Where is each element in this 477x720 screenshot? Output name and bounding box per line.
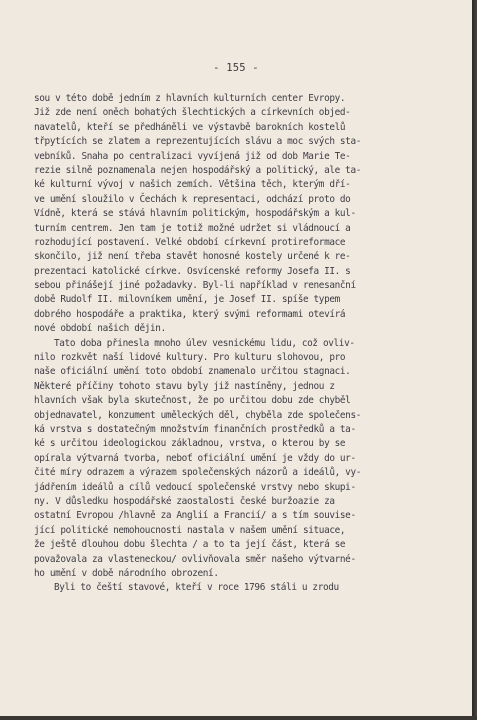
text-line: dobrého hospodáře a praktika, který svými reformami otevírá [34,308,346,320]
text-line: hlavních však byla skutečnost, že po určitou dobu zde chyběl [34,395,351,407]
text-line: ké s určitou ideologickou základnou, vrstva, o kterou by se [34,438,346,450]
text-line: čité míry odrazem a výrazem společenských názorů a ideálů, vy- [34,467,362,479]
text-line: navatelů, kteří se předháněli ve výstavbě barokních kostelů [34,121,346,133]
text-line: objednavatel, konzument uměleckých děl, chyběla zde společens- [34,409,362,421]
page-edge-shadow [472,0,477,720]
text-line: sou v této době jedním z hlavních kulturních center Evropy. [34,93,346,104]
text-line: Některé příčiny tohoto stavu byly již nastíněny, jednou z [34,380,335,392]
text-line: Byli to čeští stavové, kteří v roce 1796 stáli u zrodu [54,582,339,594]
text-line: rezie silně poznamenala nejen hospodářský a politický, ale ta- [34,164,362,176]
text-line: jádřením ideálů a cílů vedoucí společenské vrstvy nebo skupi- [34,481,356,493]
text-line: ká vrstva s dostatečným množstvím finančních prostředků a ta- [34,423,356,435]
text-line: jící politické nemohoucnosti nastala v našem umění situace, [34,524,346,536]
text-line: turním centrem. Jen tam je totiž možné udržet si vládnoucí a [34,222,351,234]
text-line: třpytících se zlatem a reprezentujících slávu a moc svých sta- [34,136,362,148]
text-line: sebou přinášejí jiné požadavky. Byl-li například v renesanční [34,280,356,292]
text-line: ké kulturní vývoj v našich zemích. Většina těch, kterým dří- [34,179,351,191]
text-line: naše oficiální umění toto období znamenalo určitou stagnaci. [34,366,351,378]
text-line: nové období našich dějin. [34,323,166,335]
text-line: skončilo, již není třeba stavět honosné kostely určené k re- [34,251,351,263]
page-bottom-edge [0,716,477,720]
text-line: vebníků. Snaha po centralizaci vyvíjená již od dob Marie Te- [34,150,351,162]
text-line: opírala výtvarná tvorba, neboť oficiální umění je vždy do ur- [34,452,356,464]
text-line: že ještě dlouhou dobu šlechta / a to ta její část, která se [34,539,346,551]
text-line: prezentaci katolické církve. Osvícenské reformy Josefa II. s [34,265,351,277]
text-line: Vídně, která se stává hlavním politickým, hospodářským a kul- [34,208,356,220]
page-number: - 155 - [213,62,259,74]
text-line: ho umění v době národního obrození. [34,567,219,579]
text-line: Tato doba přinesla mnoho úlev vesnickému lidu, což ovliv- [54,337,355,349]
text-line: nilo rozkvět naší lidové kultury. Pro kulturu slohovou, pro [34,352,346,364]
text-line: Již zde není oněch bohatých šlechtických a církevních objed- [34,107,351,119]
text-line: ostatní Evropou /hlavně za Anglií a Francií/ a s tím souvise- [34,510,356,522]
text-line: považovala za vlasteneckou/ ovlivňovala směr našeho výtvarné- [34,553,356,565]
text-line: ny. V důsledku hospodářské zaostalosti české buržoazie za [34,495,335,507]
text-line: době Rudolf II. milovníkem umění, je Josef II. spíše typem [34,294,340,306]
body-text [34,92,434,596]
text-line: ve umění sloužilo v Čechách k representaci, odchází proto do [34,193,351,205]
text-line: rozhodující postavení. Velké období církevní protireformace [34,236,346,248]
